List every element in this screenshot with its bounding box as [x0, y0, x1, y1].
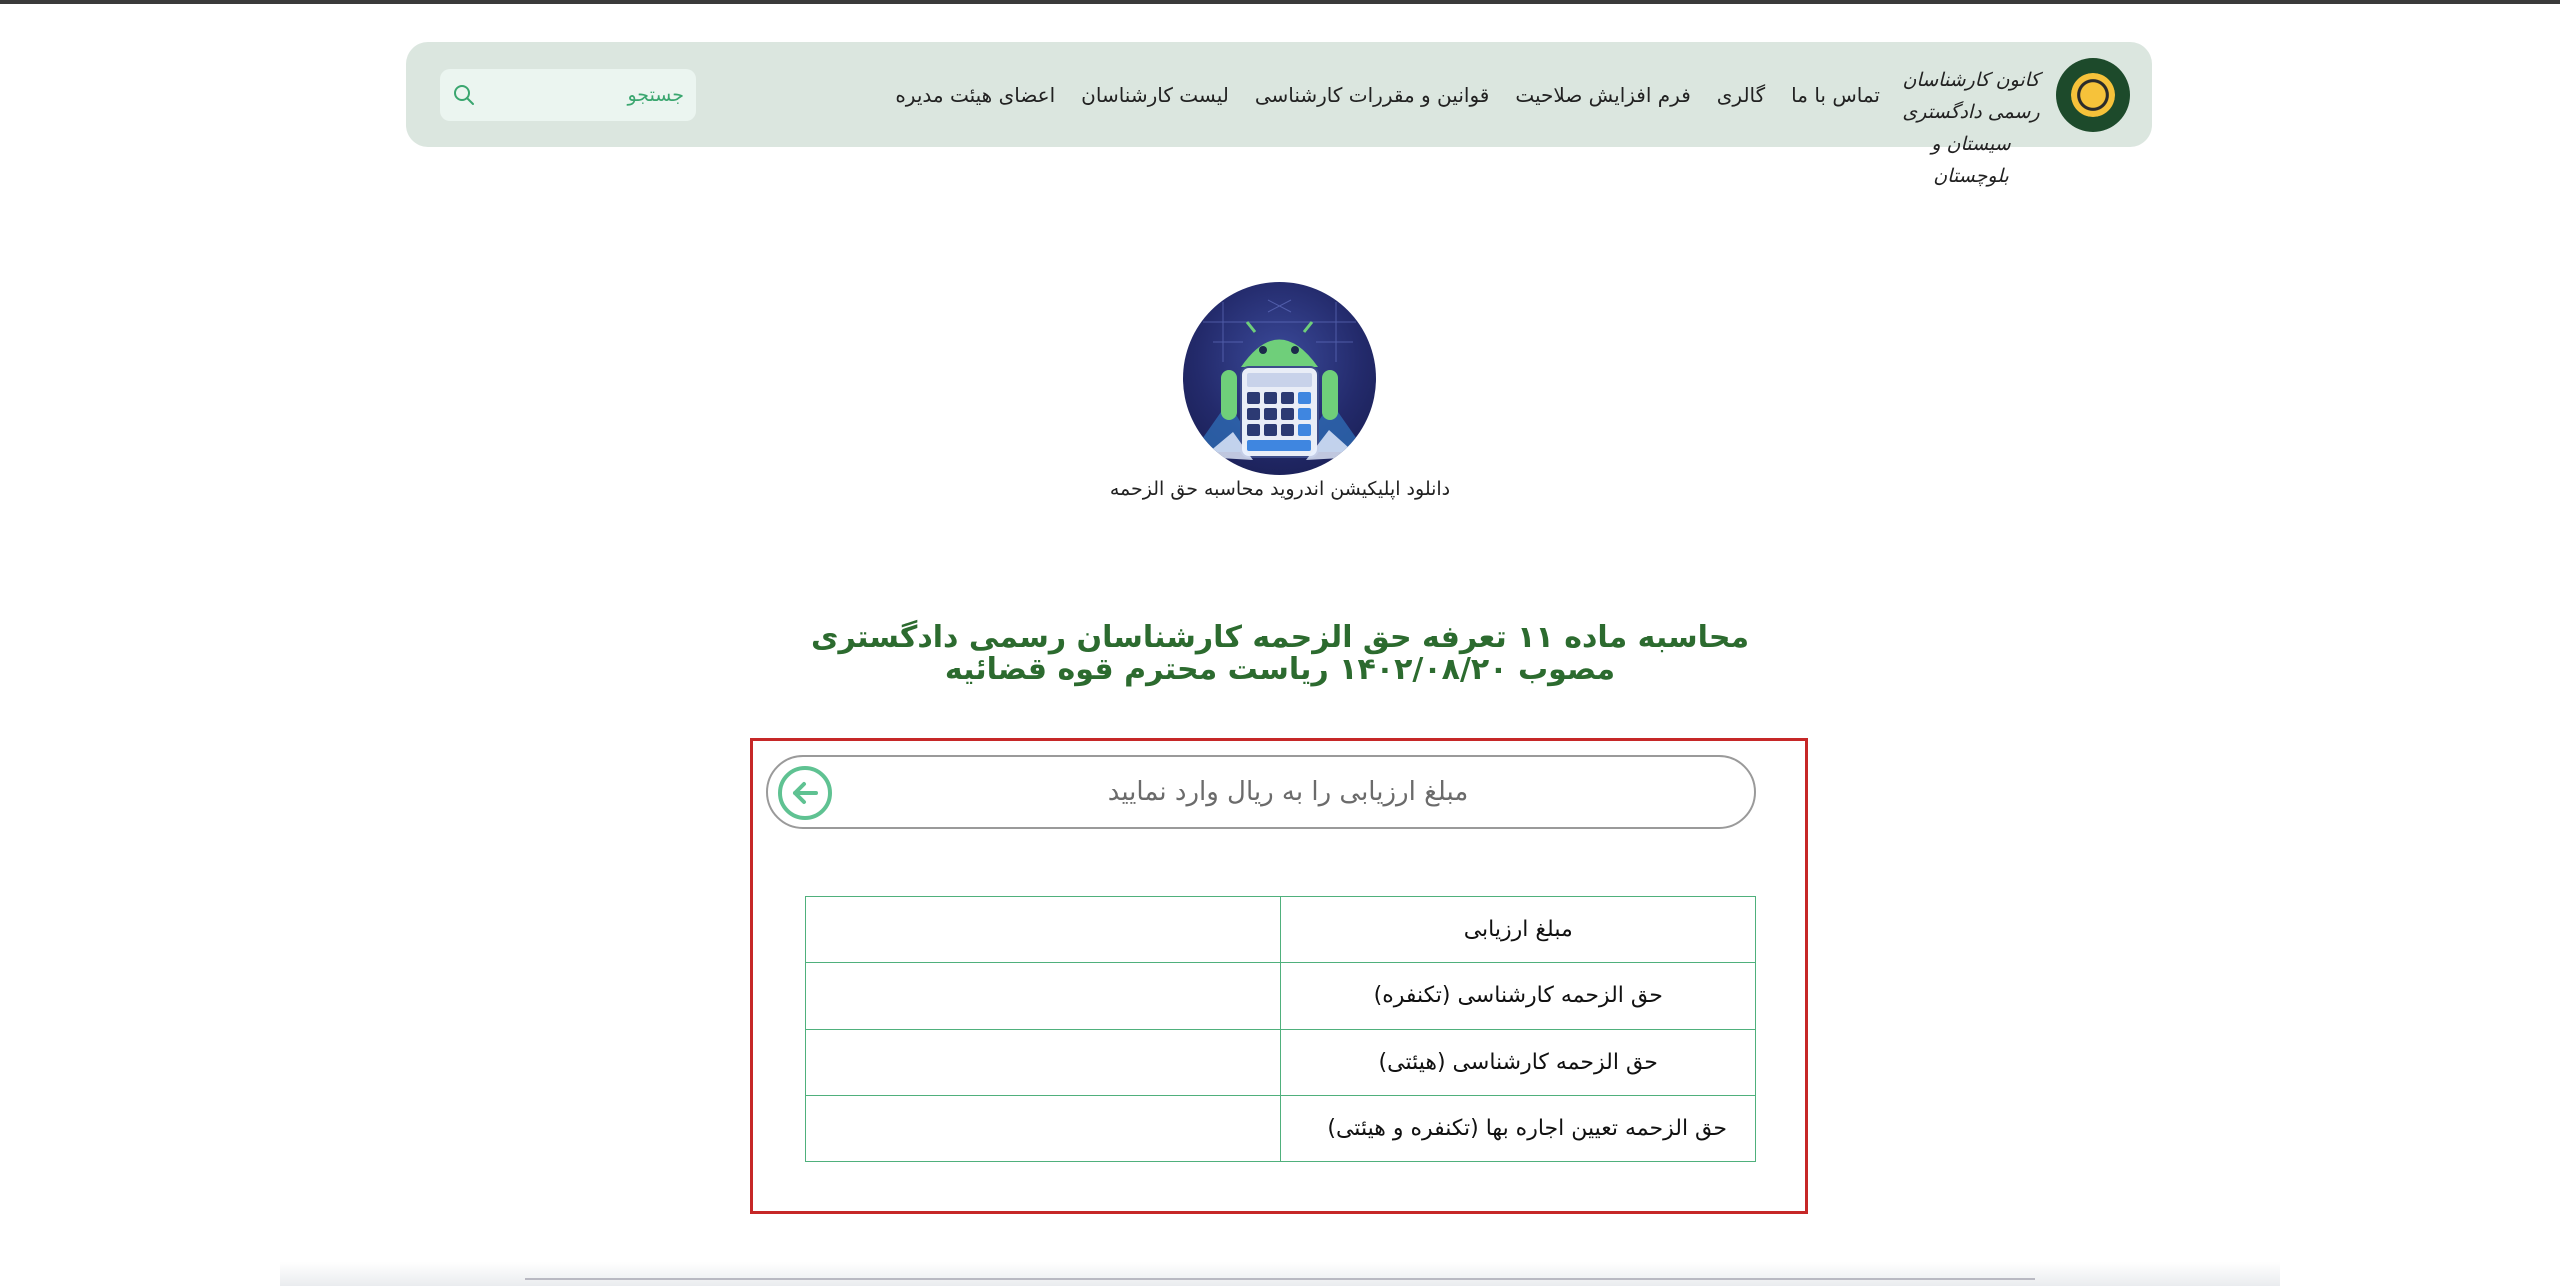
row-value-panel-expert-fee [806, 1029, 1281, 1095]
site-logo-emblem[interactable] [2056, 58, 2130, 132]
logo-line-1: کانون کارشناسان رسمی دادگستری [1902, 69, 2040, 123]
site-header [406, 42, 2152, 187]
row-label-single-expert-fee: حق الزحمه کارشناسی (تکنفره) [1281, 963, 1756, 1029]
nav-gallery[interactable]: گالری [1716, 82, 1766, 107]
table-row [806, 963, 1756, 1029]
nav-experts-list[interactable]: لیست کارشناسان [1081, 82, 1229, 107]
table-row [806, 1029, 1756, 1095]
search-input[interactable] [488, 69, 684, 121]
nav-laws-regulations[interactable]: قوانین و مقررات کارشناسی [1254, 82, 1490, 107]
row-label-rent-determination-fee: حق الزحمه تعیین اجاره بها (تکنفره و هیئتی) [1281, 1095, 1756, 1161]
title-line-2: مصوب ۱۴۰۲/۰۸/۲۰ ریاست محترم قوه قضائیه [944, 652, 1616, 687]
valuation-amount-input[interactable] [838, 757, 1738, 827]
row-label-valuation-amount: مبلغ ارزیابی [1281, 897, 1756, 963]
title-line-1: محاسبه ماده ۱۱ تعرفه حق الزحمه کارشناسان رسمی دادگستری [810, 620, 1750, 655]
site-logo-text[interactable] [1896, 64, 2046, 187]
nav-qualification-form[interactable]: فرم افزایش صلاحیت [1515, 82, 1691, 107]
row-value-single-expert-fee [806, 963, 1281, 1029]
main-nav [895, 42, 1880, 147]
search-box [440, 69, 696, 121]
android-app-download-link[interactable]: دانلود اپلیکیشن اندروید محاسبه حق الزحمه [1109, 478, 1451, 500]
window-top-border [0, 0, 2560, 4]
sun-emblem-icon [2071, 73, 2115, 117]
amount-field [766, 755, 1756, 829]
calculate-button[interactable] [778, 766, 832, 820]
page-title [780, 622, 1780, 686]
android-app-logo[interactable] [1183, 282, 1376, 475]
footer-shadow [280, 1262, 2280, 1286]
row-value-valuation-amount [806, 897, 1281, 963]
row-value-rent-determination-fee [806, 1095, 1281, 1161]
fee-calculator [750, 738, 1808, 1214]
arrow-left-icon [788, 776, 822, 810]
table-row [806, 897, 1756, 963]
footer-edge [525, 1278, 2035, 1280]
row-label-panel-expert-fee: حق الزحمه کارشناسی (هیئتی) [1281, 1029, 1756, 1095]
table-row [806, 1095, 1756, 1161]
logo-line-2: سیستان و بلوچستان [1931, 133, 2011, 187]
nav-contact-us[interactable]: تماس با ما [1791, 82, 1880, 107]
nav-board-members[interactable]: اعضای هیئت مدیره [895, 82, 1056, 107]
fee-results-table [805, 896, 1756, 1162]
search-icon[interactable] [452, 83, 476, 107]
android-calculator-icon [1183, 282, 1376, 475]
